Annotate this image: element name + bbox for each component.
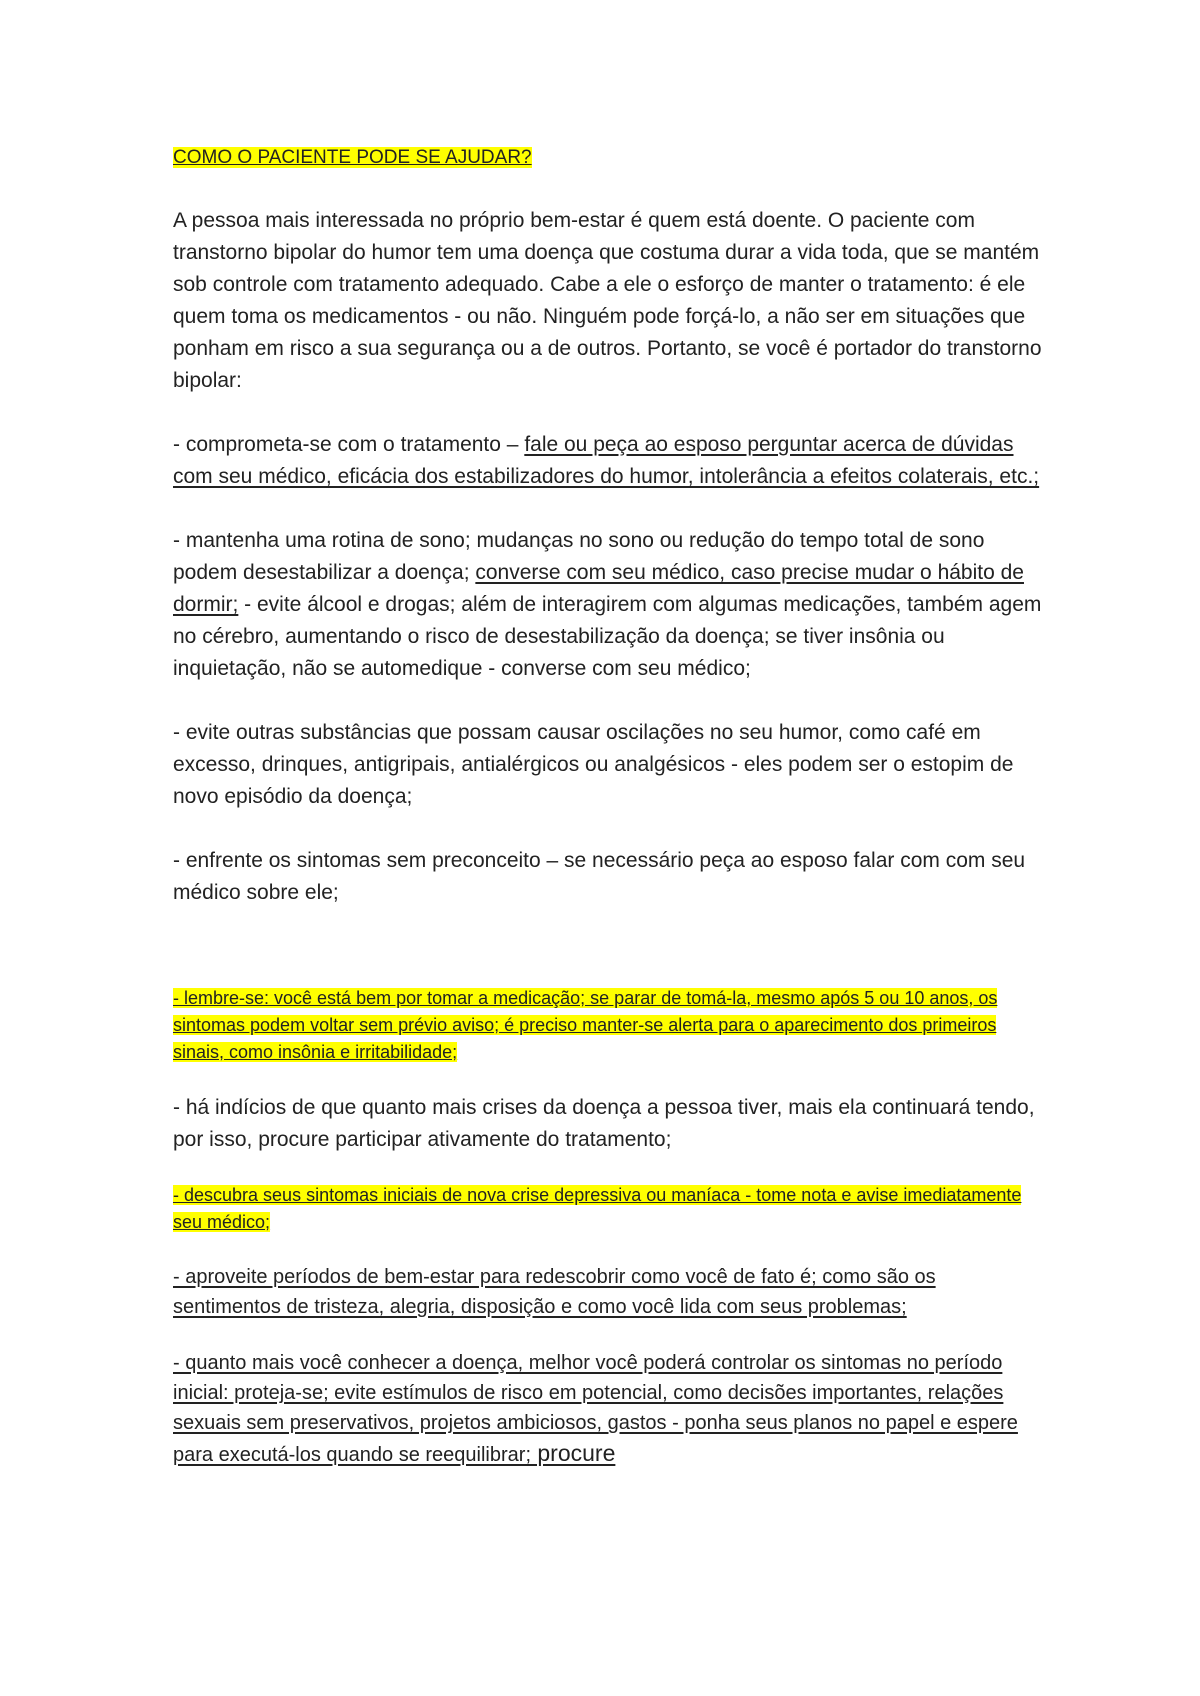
item-know-disease-tail: procure — [531, 1440, 616, 1466]
item-crisis-evidence: - há indícios de que quanto mais crises da doença a pessoa tiver, mais ela continuará tendo, por isso, procure participar ativamente do tratamento; — [173, 1096, 1035, 1151]
item-avoid-substances: - evite outras substâncias que possam causar oscilações no seu humor, como café em excesso, drinques, antigripais, antialérgicos ou analgésicos - eles podem ser o estopim de novo episódio da doença; — [173, 721, 1014, 808]
item-remember-medication-highlight: - lembre-se: você está bem por tomar a medicação; se parar de tomá-la, mesmo após 5 ou 10 anos, os sintomas podem voltar sem prévio aviso; é preciso manter-se alerta para o aparecimento dos primeiros sinais, como insônia e irritabilidade; — [173, 988, 998, 1062]
document-title: COMO O PACIENTE PODE SE AJUDAR? — [173, 147, 532, 168]
item-commit-treatment-text: - comprometa-se com o tratamento – — [173, 433, 525, 456]
item-wellbeing-periods — [173, 1262, 1043, 1322]
item-sleep-routine-text-a: - mantenha uma rotina de sono; mudanças no sono ou redução do tempo total de sono podem desestabilizar a doença; — [173, 529, 985, 584]
intro-paragraph: A pessoa mais interessada no próprio bem-estar é quem está doente. O paciente com transtorno bipolar do humor tem uma doença que costuma durar a vida toda, que se mantém sob controle com tratamento adequado. Cabe a ele o esforço de manter o tratamento: é ele quem toma os medicamentos - ou não. Ninguém pode forçá-lo, a não ser em situações que ponham em risco a sua segurança ou a de outros. Portanto, se você é portador do transtorno bipolar: — [173, 209, 1042, 392]
item-commit-treatment — [173, 429, 1043, 493]
item-commit-treatment-underlined: fale ou peça ao esposo perguntar acerca de dúvidas com seu médico, eficácia dos estabilizadores do humor, intolerância a efeitos colaterais, etc.; — [173, 433, 1040, 488]
item-sleep-routine-underlined: converse com seu médico, caso precise mudar o hábito de dormir; — [173, 561, 1024, 616]
item-sleep-routine-text-b: - evite álcool e drogas; além de interagirem com algumas medicações, também agem no cérebro, aumentando o risco de desestabilização da doença; se tiver insônia ou inquietação, não se automedique - converse com seu médico; — [173, 593, 1042, 680]
item-sleep-routine — [173, 525, 1043, 685]
item-know-disease-underlined: - quanto mais você conhecer a doença, melhor você poderá controlar os sintomas no período inicial: proteja-se; evite estímulos de risco em potencial, como decisões importantes, relações sexuais sem preservativos, projetos ambiciosos, gastos - ponha seus planos no papel e espere para executá-los quando se reequilibrar; — [173, 1352, 1018, 1466]
title-block — [173, 146, 1043, 171]
item-discover-symptoms-highlight: - descubra seus sintomas iniciais de nova crise depressiva ou maníaca - tome nota e avise imediatamente seu médico; — [173, 1185, 1022, 1232]
document-body — [173, 146, 1043, 1502]
item-discover-symptoms — [173, 1182, 1043, 1236]
item-wellbeing-periods-underlined: - aproveite períodos de bem-estar para redescobrir como você de fato é; como são os sentimentos de tristeza, alegria, disposição e como você lida com seus problemas; — [173, 1266, 936, 1318]
item-know-disease — [173, 1348, 1043, 1470]
item-face-symptoms: - enfrente os sintomas sem preconceito – se necessário peça ao esposo falar com com seu médico sobre ele; — [173, 849, 1026, 904]
item-remember-medication — [173, 985, 1043, 1066]
